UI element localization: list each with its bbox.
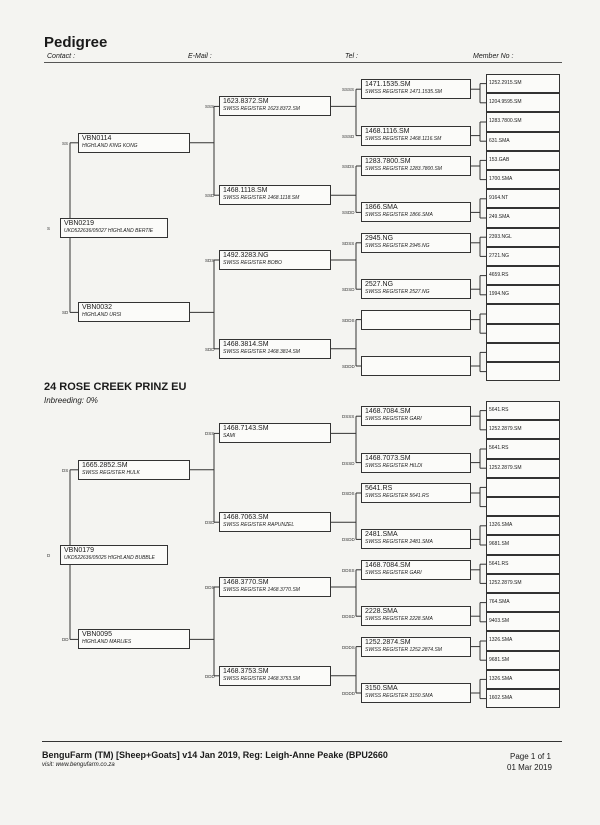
relation-code: DSSS xyxy=(342,414,355,420)
gen5-cell xyxy=(486,343,560,362)
animal-name: 24 ROSE CREEK PRINZ EU xyxy=(44,381,187,393)
relation-code: SD xyxy=(62,310,69,316)
registration-name: SWISS REGISTER RAPUNZEL xyxy=(223,522,295,529)
relation-code: SSD xyxy=(205,193,215,199)
pedigree-entry xyxy=(365,454,469,469)
relation-code: SSS xyxy=(205,104,215,110)
pedigree-box xyxy=(361,310,471,330)
footer-software: BenguFarm (TM) [Sheep+Goats] v14 Jan 2019, Reg: Leigh-Anne Peake (BPU2660 xyxy=(42,750,388,760)
animal-id: VBN0032 xyxy=(82,304,112,312)
registration-name: SWISS REGISTER 5641.RS xyxy=(365,493,429,499)
animal-id: VBN0114 xyxy=(82,134,112,142)
relation-code: SSSD xyxy=(342,133,355,139)
relation-code: SDDD xyxy=(342,364,355,369)
relation-code: DSSD xyxy=(342,460,355,466)
gen5-cell xyxy=(486,497,560,516)
contact-label: Contact : xyxy=(47,53,76,60)
pedigree-entry xyxy=(223,513,329,528)
registration-name: SWISS REGISTER 1471.1535.SM xyxy=(365,89,442,96)
pedigree-box xyxy=(361,356,471,376)
relation-code: DSS xyxy=(205,431,215,437)
gen5-value: 764.SMA xyxy=(489,599,510,605)
animal-id: 1283.7800.SM xyxy=(365,158,411,165)
gen5-value: 5641.RS xyxy=(489,445,509,452)
footer-divider xyxy=(42,741,562,742)
registration-name: UKD522636/05027 HIGHLAND BERTIE xyxy=(64,227,154,234)
animal-id: VBN0095 xyxy=(82,631,112,639)
animal-id: 1468.1118.SM xyxy=(223,187,268,195)
relation-code: DDD xyxy=(205,673,215,679)
registration-name: UKD522636/05025 HIGHLAND BUBBLE xyxy=(64,554,155,561)
gen5-value: 1326.SMA xyxy=(489,675,513,682)
pedigree-entry xyxy=(365,127,469,142)
gen5-value: 153.GAB xyxy=(489,156,510,163)
relation-code: SDS xyxy=(205,258,215,263)
page-title: Pedigree xyxy=(44,34,108,51)
pedigree-entry xyxy=(223,340,329,355)
gen5-value: 1283.7800.SM xyxy=(489,118,522,125)
relation-code: DDSD xyxy=(342,614,355,620)
pedigree-entry xyxy=(365,157,469,172)
animal-id: 1866.SMA xyxy=(365,204,398,212)
relation-code: DD xyxy=(62,637,69,643)
pedigree-entry xyxy=(365,280,469,295)
registration-name: SWISS REGISTER HULK xyxy=(82,469,140,476)
pedigree-entry xyxy=(223,424,329,439)
pedigree-entry xyxy=(223,578,329,593)
registration-name: SWISS REGISTER 1468.3770.SM xyxy=(223,587,300,593)
pedigree-entry xyxy=(82,134,188,149)
gen5-value: 249.SMA xyxy=(489,214,510,221)
registration-name: SWISS REGISTER 1468.1116.SM xyxy=(365,135,442,142)
page-number: Page 1 of 1 xyxy=(510,752,551,761)
relation-code: SDD xyxy=(205,346,215,352)
registration-name: SWISS REGISTER 1866.SMA xyxy=(365,212,433,219)
pedigree-entry xyxy=(365,638,469,653)
relation-code: DSDD xyxy=(342,537,355,543)
relation-code: D xyxy=(47,552,51,558)
animal-id: 1471.1535.SM xyxy=(365,81,411,89)
inbreeding: Inbreeding: 0% xyxy=(44,396,98,405)
animal-id: VBN0219 xyxy=(64,219,94,227)
animal-id: 1468.7063.SM xyxy=(223,514,269,522)
pedigree-entry xyxy=(365,234,469,249)
relation-code: SDSD xyxy=(342,287,355,293)
gen5-value: 1252.2915.SM xyxy=(489,80,522,86)
gen5-value: 5641.RS xyxy=(489,407,509,413)
gen5-value: 1700.SMA xyxy=(489,176,513,182)
gen5-value: 9681.SM xyxy=(489,541,510,548)
pedigree-entry xyxy=(365,80,469,95)
email-label: E-Mail : xyxy=(188,53,212,60)
pedigree-entry xyxy=(223,97,329,112)
registration-name: SWISS REGISTER 1468.3814.SM xyxy=(223,348,300,355)
relation-code: SSDD xyxy=(342,210,355,216)
animal-id: 1468.3753.SM xyxy=(223,667,269,675)
relation-code: DSD xyxy=(205,520,215,526)
relation-code: DSDS xyxy=(342,491,355,496)
footer-website: visit: www.bengufarm.co.za xyxy=(42,762,115,768)
animal-id: 1665.2852.SM xyxy=(82,461,128,469)
pedigree-entry xyxy=(365,561,469,576)
registration-name: SWISS REGISTER 2228.SMA xyxy=(365,616,433,623)
gen5-value: 631.SMA xyxy=(489,137,510,144)
relation-code: SSDS xyxy=(342,164,355,169)
animal-id: 1623.8372.SM xyxy=(223,98,269,106)
animal-id: 1468.3770.SM xyxy=(223,579,269,586)
gen5-cell xyxy=(486,478,560,497)
print-date: 01 Mar 2019 xyxy=(507,763,552,772)
pedigree-entry xyxy=(365,407,469,422)
gen5-cell xyxy=(486,362,560,381)
gen5-value: 9403.SM xyxy=(489,618,510,625)
registration-name: HIGHLAND MARLIES xyxy=(82,639,132,646)
pedigree-entry xyxy=(223,251,329,266)
gen5-value: 1326.SMA xyxy=(489,637,513,644)
gen5-value: 2721.NG xyxy=(489,252,510,259)
pedigree-entry xyxy=(365,607,469,622)
animal-id: 1468.7143.SM xyxy=(223,425,269,433)
gen5-value: 5641.RS xyxy=(489,560,509,567)
animal-id: 3150.SMA xyxy=(365,685,398,692)
gen5-value: 1602.SMA xyxy=(489,695,513,701)
pedigree-entry xyxy=(82,630,188,645)
animal-id: 1468.7084.SM xyxy=(365,561,411,569)
relation-code: DDSS xyxy=(342,567,355,573)
registration-name: SWISS REGISTER 1468.1118.SM xyxy=(223,195,300,202)
gen5-value: 9681.SM xyxy=(489,656,510,663)
registration-name: SWISS REGISTER 2527.NG xyxy=(365,289,430,296)
registration-name: SWISS REGISTER GARI xyxy=(365,569,422,576)
relation-code: S xyxy=(47,225,51,231)
animal-id: 1468.7084.SM xyxy=(365,408,411,416)
registration-name: SWISS REGISTER 1252.2874.SM xyxy=(365,646,442,653)
pedigree-entry xyxy=(82,303,188,318)
relation-code: DDDD xyxy=(342,691,355,696)
gen5-value: 1204.9595.SM xyxy=(489,99,522,106)
relation-code: SSSS xyxy=(342,87,355,93)
pedigree-entry xyxy=(223,667,329,682)
registration-name: SWISS REGISTER BOBO xyxy=(223,260,282,266)
member-label: Member No : xyxy=(473,53,514,60)
pedigree-entry xyxy=(365,530,469,545)
relation-code: SS xyxy=(62,140,69,146)
gen5-value: 1994.NG xyxy=(489,291,510,298)
gen5-value: 1252.2879.SM xyxy=(489,579,522,586)
pedigree-entry xyxy=(223,186,329,201)
animal-id: 1468.1116.SM xyxy=(365,127,410,135)
registration-name: SAMI xyxy=(223,433,236,440)
pedigree-entry xyxy=(365,484,469,499)
relation-code: DDDS xyxy=(342,644,355,650)
animal-id: VBN0179 xyxy=(64,546,94,554)
registration-name: HIGHLAND KING KONG xyxy=(82,142,138,149)
animal-id: 5641.RS xyxy=(365,485,393,492)
gen5-value: 1326.SMA xyxy=(489,522,513,529)
tel-label: Tel : xyxy=(345,53,358,60)
pedigree-entry xyxy=(365,684,469,699)
pedigree-entry xyxy=(64,219,166,234)
animal-id: 2228.SMA xyxy=(365,608,398,616)
pedigree-entry xyxy=(64,546,166,561)
gen5-value: 4659.RS xyxy=(489,272,509,278)
registration-name: SWISS REGISTER 3150.SMA xyxy=(365,693,433,699)
relation-code: SDSS xyxy=(342,240,355,246)
relation-code: SDDS xyxy=(342,317,355,323)
registration-name: SWISS REGISTER HILDI xyxy=(365,462,423,469)
animal-id: 2945.NG xyxy=(365,234,394,242)
registration-name: SWISS REGISTER 1468.3753.SM xyxy=(223,675,300,682)
gen5-cell xyxy=(486,324,560,343)
pedigree-entry xyxy=(365,203,469,218)
relation-code: DDS xyxy=(205,585,215,590)
registration-name: SWISS REGISTER 1283.7800.SM xyxy=(365,166,442,172)
gen5-cell xyxy=(486,304,560,323)
animal-id: 1252.2874.SM xyxy=(365,638,411,646)
registration-name: SWISS REGISTER 2945.NG xyxy=(365,242,430,249)
registration-name: SWISS REGISTER 1623.8372.SM xyxy=(223,106,300,113)
registration-name: SWISS REGISTER GARI xyxy=(365,416,422,423)
pedigree-entry xyxy=(82,461,188,476)
gen5-value: 9164.NT xyxy=(489,195,509,202)
registration-name: HIGHLAND URSI xyxy=(82,312,122,319)
relation-code: DS xyxy=(62,467,69,473)
animal-id: 1468.7073.SM xyxy=(365,454,411,462)
gen5-value: 1252.2879.SM xyxy=(489,426,522,433)
gen5-value: 1252.2879.SM xyxy=(489,464,522,471)
registration-name: SWISS REGISTER 2481.SMA xyxy=(365,539,433,546)
gen5-value: 2393.NGL xyxy=(489,233,512,240)
animal-id: 1492.3283.NG xyxy=(223,252,269,259)
animal-id: 1468.3814.SM xyxy=(223,340,269,348)
animal-id: 2481.SMA xyxy=(365,531,398,539)
animal-id: 2527.NG xyxy=(365,281,394,289)
